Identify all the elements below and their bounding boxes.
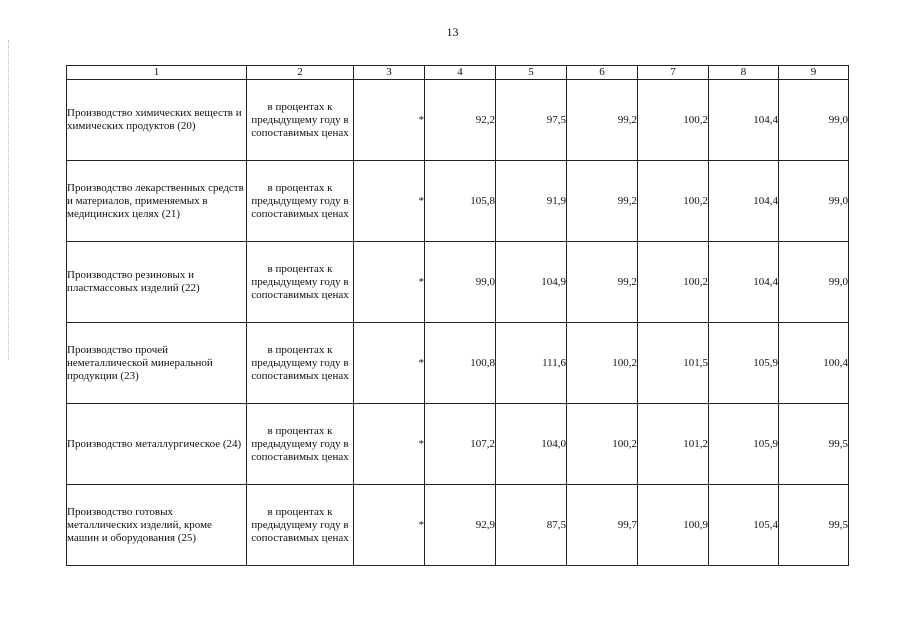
value-cell: 101,5 [638,323,709,404]
column-header: 1 [67,66,247,80]
value-cell: 107,2 [425,404,496,485]
page-number: 13 [446,25,459,39]
value-cell: 92,9 [425,485,496,566]
mark-cell: * [354,404,425,485]
value-cell: 105,9 [709,404,779,485]
industry-name: Производство прочей неметаллической минеральной продукции (23) [67,323,247,404]
value-cell: 99,5 [779,485,849,566]
value-cell: 100,2 [567,323,638,404]
value-cell: 100,8 [425,323,496,404]
header-row [67,66,849,80]
data-table [66,65,849,566]
table-row [67,485,849,566]
value-cell: 104,9 [496,242,567,323]
value-cell: 99,0 [779,242,849,323]
table-row [67,80,849,161]
industry-name: Производство химических веществ и химических продуктов (20) [67,80,247,161]
unit-cell: в процентах к предыдущему году в сопоставимых ценах [247,80,354,161]
column-header: 8 [709,66,779,80]
value-cell: 104,4 [709,242,779,323]
column-header: 2 [247,66,354,80]
unit-cell: в процентах к предыдущему году в сопоставимых ценах [247,323,354,404]
value-cell: 105,4 [709,485,779,566]
value-cell: 104,4 [709,80,779,161]
industry-name: Производство готовых металлических изделий, кроме машин и оборудования (25) [67,485,247,566]
value-cell: 99,0 [779,161,849,242]
value-cell: 92,2 [425,80,496,161]
value-cell: 100,9 [638,485,709,566]
value-cell: 104,4 [709,161,779,242]
value-cell: 99,5 [779,404,849,485]
industry-name: Производство лекарственных средств и материалов, применяемых в медицинских целях (21) [67,161,247,242]
column-header: 6 [567,66,638,80]
value-cell: 100,2 [638,242,709,323]
value-cell: 100,2 [567,404,638,485]
table-row [67,161,849,242]
industry-name: Производство металлургическое (24) [67,404,247,485]
value-cell: 97,5 [496,80,567,161]
mark-cell: * [354,161,425,242]
table-row [67,323,849,404]
value-cell: 100,2 [638,80,709,161]
mark-cell: * [354,323,425,404]
unit-cell: в процентах к предыдущему году в сопоставимых ценах [247,404,354,485]
industry-name: Производство резиновых и пластмассовых изделий (22) [67,242,247,323]
unit-cell: в процентах к предыдущему году в сопоставимых ценах [247,485,354,566]
value-cell: 99,2 [567,80,638,161]
column-header: 3 [354,66,425,80]
unit-cell: в процентах к предыдущему году в сопоставимых ценах [247,161,354,242]
column-header: 9 [779,66,849,80]
mark-cell: * [354,80,425,161]
value-cell: 100,4 [779,323,849,404]
value-cell: 99,0 [779,80,849,161]
table-row [67,404,849,485]
value-cell: 105,9 [709,323,779,404]
value-cell: 99,2 [567,161,638,242]
value-cell: 105,8 [425,161,496,242]
column-header: 7 [638,66,709,80]
mark-cell: * [354,485,425,566]
value-cell: 99,2 [567,242,638,323]
column-header: 4 [425,66,496,80]
value-cell: 87,5 [496,485,567,566]
value-cell: 91,9 [496,161,567,242]
value-cell: 111,6 [496,323,567,404]
column-header: 5 [496,66,567,80]
mark-cell: * [354,242,425,323]
value-cell: 100,2 [638,161,709,242]
value-cell: 104,0 [496,404,567,485]
value-cell: 99,0 [425,242,496,323]
value-cell: 101,2 [638,404,709,485]
margin-dotted-line [8,40,9,360]
unit-cell: в процентах к предыдущему году в сопоставимых ценах [247,242,354,323]
value-cell: 99,7 [567,485,638,566]
table-row [67,242,849,323]
